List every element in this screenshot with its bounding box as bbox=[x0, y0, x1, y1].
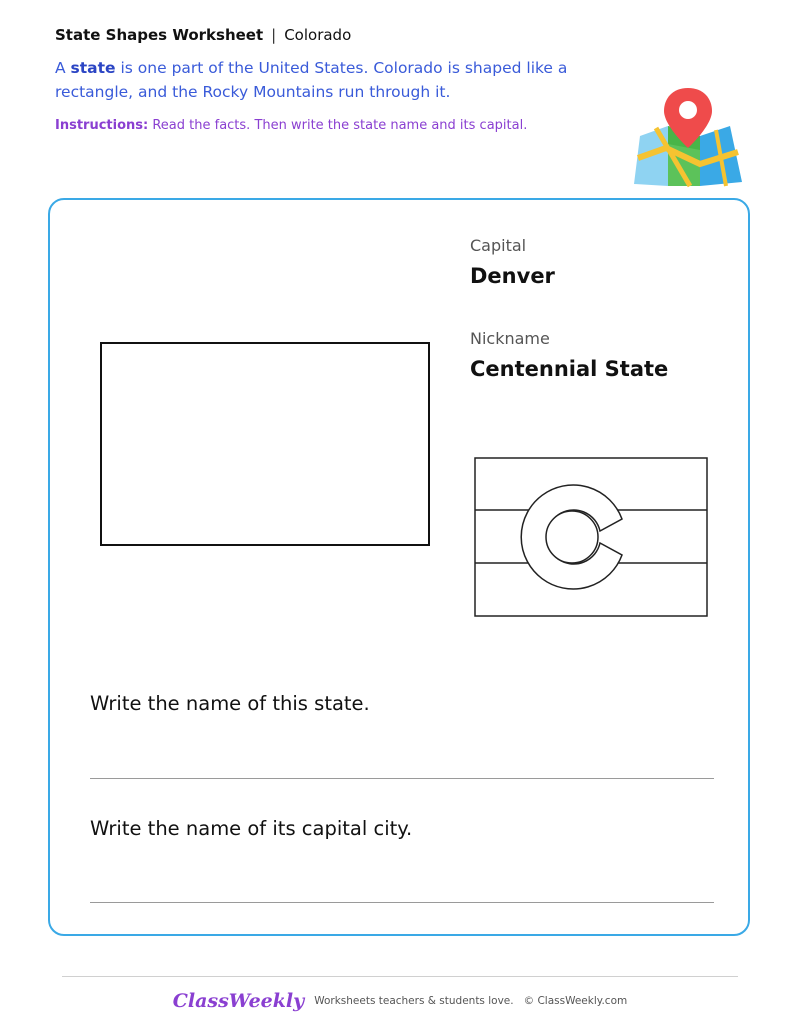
question-capital-city: Write the name of its capital city. bbox=[90, 817, 413, 840]
worksheet-header bbox=[55, 26, 351, 44]
capital-label: Capital bbox=[470, 236, 527, 255]
nickname-value: Centennial State bbox=[470, 357, 669, 381]
footer-divider bbox=[62, 976, 738, 977]
intro-keyword: state bbox=[70, 59, 116, 77]
colorado-state-shape bbox=[100, 342, 430, 546]
answer-line-capital[interactable] bbox=[90, 902, 714, 903]
header-separator: | bbox=[271, 26, 277, 44]
intro-paragraph bbox=[55, 56, 575, 104]
colorado-flag bbox=[474, 457, 708, 617]
worksheet-title: State Shapes Worksheet bbox=[55, 26, 264, 44]
instructions-text: Read the facts. Then write the state name and its capital. bbox=[148, 118, 528, 133]
question-state-name: Write the name of this state. bbox=[90, 692, 370, 715]
intro-text-start: A bbox=[55, 59, 71, 77]
footer-copyright: © ClassWeekly.com bbox=[523, 995, 628, 1007]
footer bbox=[0, 990, 800, 1012]
map-icon bbox=[630, 88, 746, 188]
instructions bbox=[55, 118, 527, 133]
answer-line-state[interactable] bbox=[90, 778, 714, 779]
footer-tagline: Worksheets teachers & students love. bbox=[314, 995, 514, 1007]
nickname-label: Nickname bbox=[470, 329, 550, 348]
worksheet-card bbox=[48, 198, 750, 936]
intro-text-end: is one part of the United States. Colorado is shaped like a rectangle, and the Rocky Mountains run through it. bbox=[55, 59, 568, 101]
instructions-label: Instructions: bbox=[55, 118, 149, 133]
state-name-header: Colorado bbox=[284, 26, 352, 44]
capital-value: Denver bbox=[470, 264, 555, 288]
classweekly-logo[interactable]: ClassWeekly bbox=[172, 990, 305, 1012]
